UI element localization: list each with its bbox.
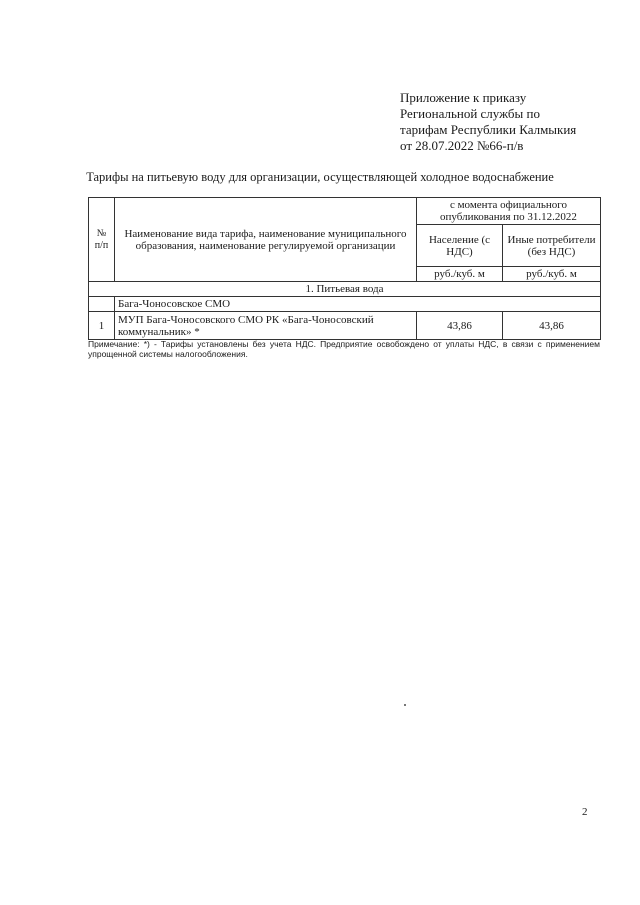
appendix-header [400, 90, 630, 154]
tariff-other-value: 43,86 [503, 312, 601, 340]
appendix-line-3: тарифам Республики Калмыкия [400, 122, 577, 137]
section-row: 1. Питьевая вода [89, 282, 601, 297]
row-number: 1 [89, 312, 115, 340]
document-title: Тарифы на питьевую воду для организации, осуществляющей холодное водоснабжение [86, 170, 554, 184]
unit-population: руб./куб. м [417, 267, 503, 282]
header-number: № п/п [89, 198, 115, 282]
organization-name: МУП Бага-Чоносовского СМО РК «Бага-Чоносовский коммунальник» * [115, 312, 417, 340]
scan-speck [404, 704, 406, 706]
tariff-population-value: 43,86 [417, 312, 503, 340]
header-population: Население (с НДС) [417, 225, 503, 267]
appendix-line-1: Приложение к приказу [400, 90, 527, 105]
unit-other-consumers: руб./куб. м [503, 267, 601, 282]
page-number: 2 [582, 806, 588, 818]
municipality-row: Бага-Чоносовское СМО [115, 297, 601, 312]
blank-cell [89, 297, 115, 312]
header-period: с момента официального опубликования по 31.12.2022 [417, 198, 601, 225]
header-other-consumers: Иные потребители (без НДС) [503, 225, 601, 267]
appendix-line-2: Региональной службы по [400, 106, 540, 121]
table-row [89, 312, 601, 340]
header-tariff-name: Наименование вида тарифа, наименование муниципального образования, наименование регулируемой организации [115, 198, 417, 282]
tariff-table [88, 197, 601, 340]
footnote: Примечание: *) - Тарифы установлены без учета НДС. Предприятие освобождено от уплаты НДС, в связи с применением упрощенной системы налогообложения. [88, 339, 600, 359]
appendix-line-4: от 28.07.2022 №66-п/в [400, 138, 524, 153]
